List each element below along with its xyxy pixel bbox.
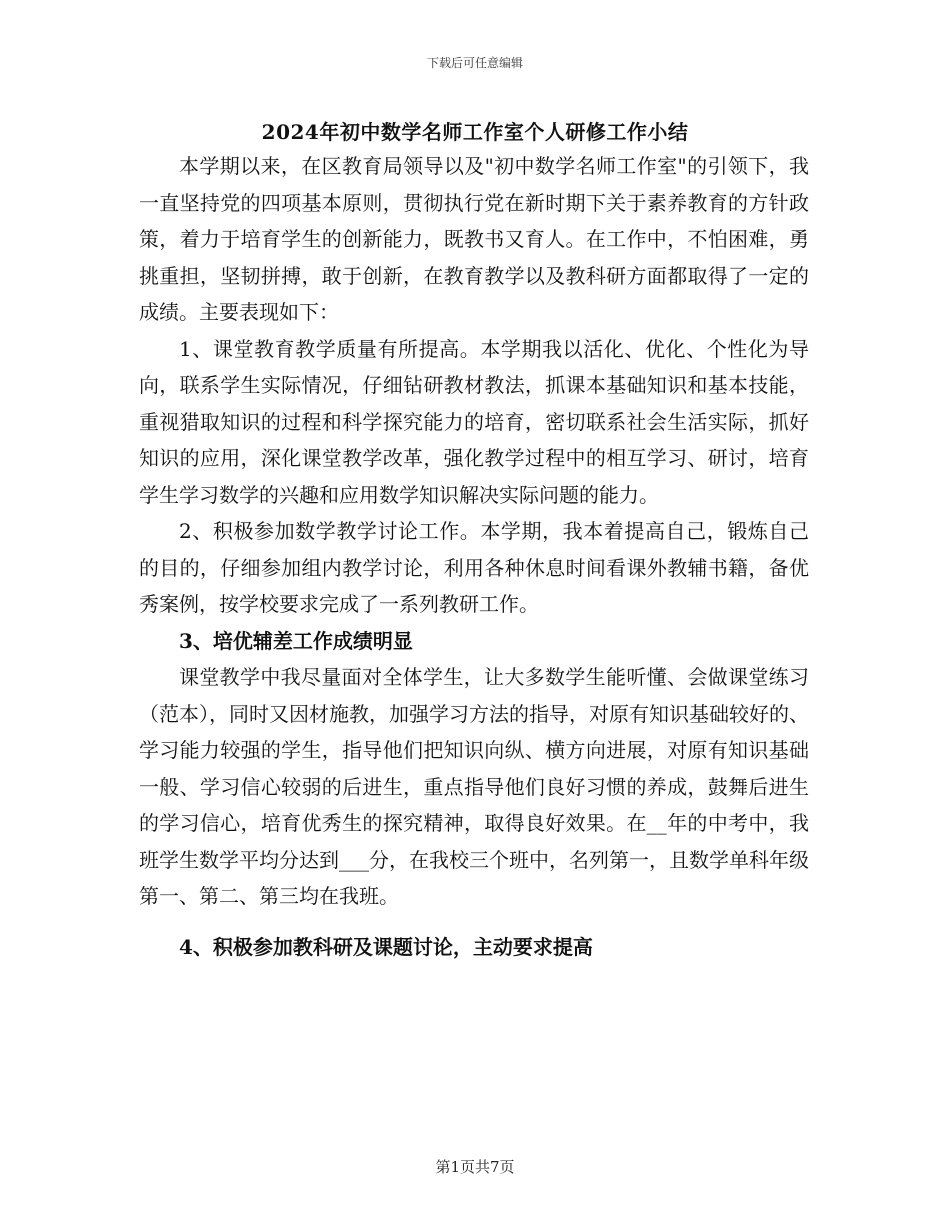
section-2-paragraph: 2、积极参加数学教学讨论工作。本学期，我本着提高自己，锻炼自己的目的，仔细参加组内教学讨论，利用各种休息时间看课外教辅书籍，备优秀案例，按学校要求完成了一系列教研工作。 [139, 519, 809, 616]
section-3-heading: 3、培优辅差工作成绩明显 [179, 628, 413, 653]
page-footer: 第1页共7页 [435, 1158, 515, 1176]
section-4-heading: 4、积极参加教科研及课题讨论，主动要求提高 [179, 934, 593, 959]
section-1-paragraph: 1、课堂教育教学质量有所提高。本学期我以活化、优化、个性化为导向，联系学生实际情况，仔细钻研教材教法，抓课本基础知识和基本技能，重视猎取知识的过程和科学探究能力的培育，密切联系社会生活实际，抓好知识的应用，深化课堂教学改革，强化教学过程中的相互学习、研讨，培育学生学习数学的兴趣和应用数学知识解决实际问题的能力。 [139, 336, 809, 507]
document-body [139, 148, 809, 965]
page-header: 下载后可任意编辑 [426, 56, 523, 70]
section-3-paragraph: 课堂教学中我尽量面对全体学生，让大多数学生能听懂、会做课堂练习（范本），同时又因材施教，加强学习方法的指导，对原有知识基础较好的、学习能力较强的学生，指导他们把知识向纵、横方向进展，对原有知识基础一般、学习信心较弱的后进生，重点指导他们良好习惯的养成，鼓舞后进生的学习信心，培育优秀生的探究精神，取得良好效果。在__年的中考中，我班学生数学平均分达到___分，在我校三个班中，名列第一，且数学单科年级第一、第二、第三均在我班。 [139, 665, 809, 908]
intro-paragraph: 本学期以来，在区教育局领导以及"初中数学名师工作室"的引领下，我一直坚持党的四项基本原则，贯彻执行党在新时期下关于素养教育的方针政策，着力于培育学生的创新能力，既教书又育人。在工作中，不怕困难，勇挑重担，坚韧拼搏，敢于创新，在教育教学以及教科研方面都取得了一定的成绩。主要表现如下： [139, 154, 809, 324]
document-title: 2024年初中数学名师工作室个人研修工作小结 [261, 120, 689, 144]
